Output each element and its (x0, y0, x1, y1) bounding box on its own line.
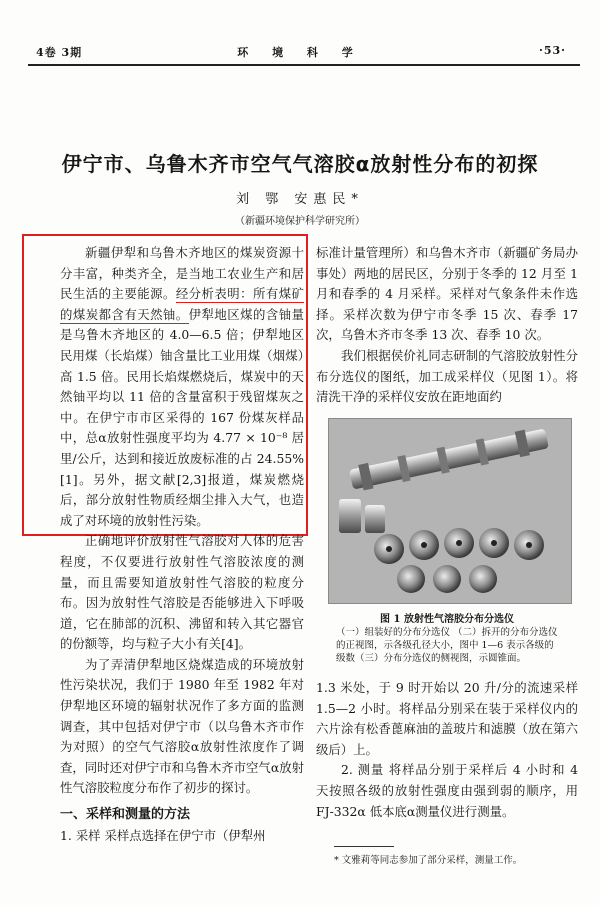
header-rule (28, 64, 580, 66)
page-number: ·53· (539, 44, 566, 57)
intro-text-start: 新疆伊犁和乌鲁木齐地区的煤炭资源十分丰富，种类齐全，是当地工农业生产和居民生活的主要能源。 (60, 245, 304, 302)
paragraph-particle-size: 正确地评价放射性气溶胶对人体的危害程度，不仅要进行放射性气溶胶浓度的测量，而且需要知道放射性气溶胶的粒度分布。因为放射性气溶胶是否能够进入下呼吸道，它在肺部的沉积、沸留和转入其它器官的份额等，均与粒子大小有关[4]。 (60, 533, 304, 652)
article-authors: 刘 鄂 安惠民* (236, 192, 364, 207)
article-title: 伊宁市、乌鲁木齐市空气气溶胶α放射性分布的初探 (61, 152, 539, 176)
figure-caption: （一）组装好的分布分选仪 （二）拆开的分布分选仪的正视图，示各级孔径大小，图中 1—6 表示各级的级数（三）分布分选仪的侧视图，示圆锥面。 (336, 627, 558, 664)
article-affiliation: （新疆环境保护科学研究所） (235, 216, 365, 227)
paragraph-sampling-start: 1. 采样 采样点选择在伊宁市（伊犁州 (60, 827, 266, 843)
section-heading-methods: 一、采样和测量的方法 (60, 807, 191, 823)
running-header-journal: 环 境 科 学 (237, 46, 363, 59)
figure-photo-sampler (328, 418, 572, 604)
paragraph-measurement: 2. 测量 将样品分别于采样后 4 小时和 4 天按照各级的放射性强度由强到弱的顺序，用 FJ-332α 低本底α测量仪进行测量。 (316, 762, 578, 819)
intro-text-rest: 伊犁地区煤的含铀量是乌鲁木齐地区的 4.0—6.5 倍；伊犁地区民用煤（长焰煤）铀含量比工业用煤（烟煤）高 1.5 倍。民用长焰煤燃烧后，煤炭中的天然铀平均以 11 倍的含量富积于残留煤灰之中。在伊宁市市区采得的 167 份煤灰样品中，总α放射性强度平均为 4.77 × 10⁻⁸ 居里/公斤，达到和接近放废标准的占 24.55%[1]。另外，据文献[2,3]报道，煤炭燃烧后，部分放射性物质经烟尘排入大气，也造成了对环境的放射性污染。 (60, 306, 304, 528)
underlined-finding: 经分析表明：所有煤矿的煤炭都含有天然铀。 (60, 286, 305, 322)
paragraph-study-purpose: 为了弄清伊犁地区烧煤造成的环境放射性污染状况，我们于 1980 年至 1982 年对伊犁地区环境的辐射状况作了多方面的监测调查，其中包括对伊宁市（以乌鲁木齐市作为对照）的空气气溶胶α放射性浓度作了调查，同时还对伊宁市和乌鲁木齐市空气α放射性气溶胶粒度分布作了初步的探讨。 (60, 656, 304, 796)
sampler-photo-illustration (329, 419, 571, 603)
footnote: * 文雅莉等同志参加了部分采样，测量工作。 (334, 855, 523, 866)
paragraph-sampling-procedure: 1.3 米处，于 9 时开始以 20 升/分的流速采样 1.5—2 小时。将样品分别采在装于采样仪内的六片涂有松香蓖麻油的盖玻片和滤膜（放在第六级后）上。 (316, 680, 578, 757)
intro-paragraph (60, 243, 304, 531)
right-column-bottom (316, 678, 578, 822)
paragraph-instrument: 我们根据侯价礼同志研制的气溶胶放射性分布分选仪的图纸，加工成采样仪（见图 1）。将清洗干净的采样仪安放在距地面约 (316, 347, 578, 405)
footnote-rule (334, 846, 394, 847)
right-column-top (316, 243, 578, 408)
figure-title: 图 1 放射性气溶胶分布分选仪 (380, 614, 514, 625)
paragraph-sampling-sites: 标准计量管理所）和乌鲁木齐市（新疆矿务局办事处）两地的居民区，分别于冬季的 12 月至 1 月和春季的 4 月采样。采样对气象条件未作选择。采样次数为伊宁市冬季 15 次、春季 17 次，乌鲁木齐市冬季 13 次、春季 10 次。 (316, 245, 578, 343)
left-column (60, 243, 304, 846)
running-header-volume: 4卷 3期 (36, 46, 83, 59)
